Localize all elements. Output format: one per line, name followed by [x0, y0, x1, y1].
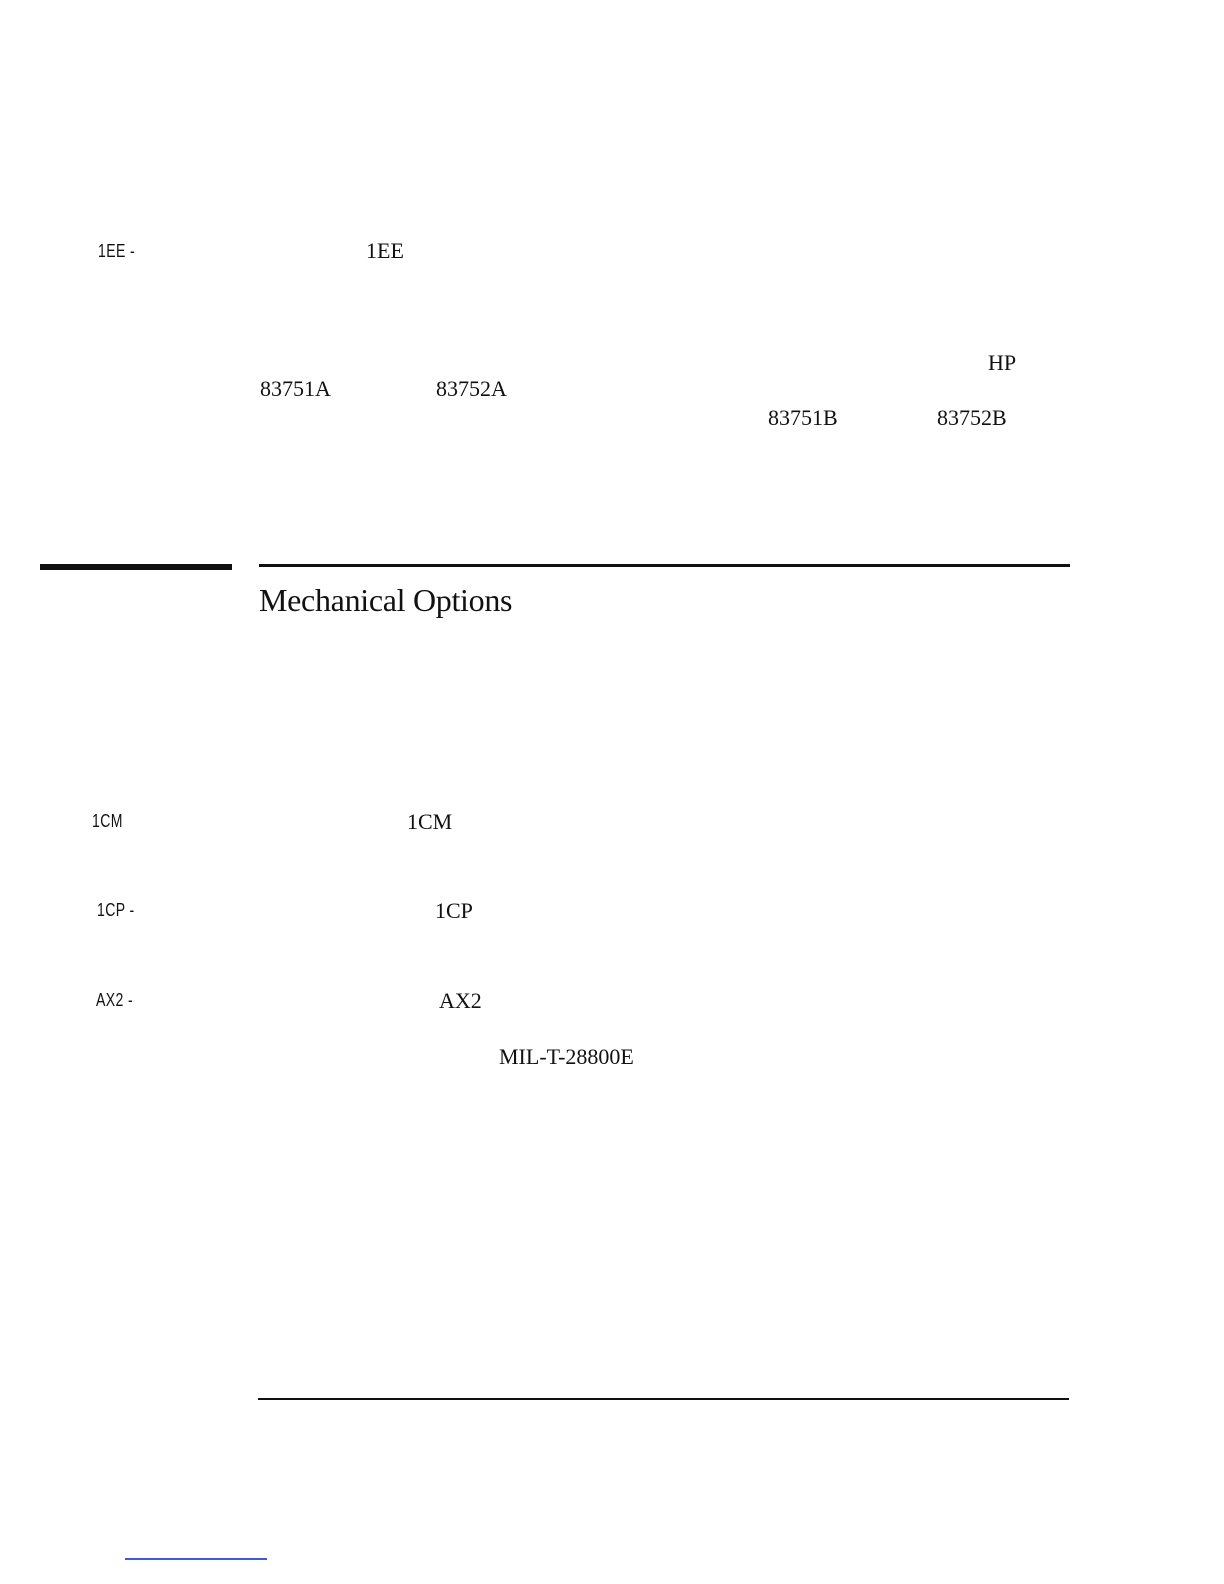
option-1ee-margin-label: 1EE -	[98, 241, 136, 261]
option-ax2-spec: MIL-T-28800E	[499, 1044, 634, 1069]
model-83751b: 83751B	[768, 405, 838, 430]
hp-label: HP	[988, 350, 1017, 375]
option-1cp-margin-label: 1CP -	[97, 900, 135, 920]
footer-rule	[258, 1398, 1069, 1400]
option-1cp-code: 1CP	[435, 898, 473, 923]
section-title: Mechanical Options	[259, 582, 513, 618]
footer-blue-rule	[125, 1558, 267, 1560]
model-83752a: 83752A	[436, 376, 507, 401]
option-ax2-margin-label: AX2 -	[96, 990, 134, 1010]
option-1ee-code: 1EE	[366, 238, 404, 263]
option-1cm-code: 1CM	[407, 809, 453, 834]
model-83752b: 83752B	[937, 405, 1007, 430]
option-1cm-margin-label: 1CM	[92, 811, 123, 831]
section-rule-right	[259, 564, 1070, 567]
option-ax2-code: AX2	[439, 988, 482, 1013]
model-83751a: 83751A	[260, 376, 331, 401]
section-rule-left	[40, 564, 232, 570]
